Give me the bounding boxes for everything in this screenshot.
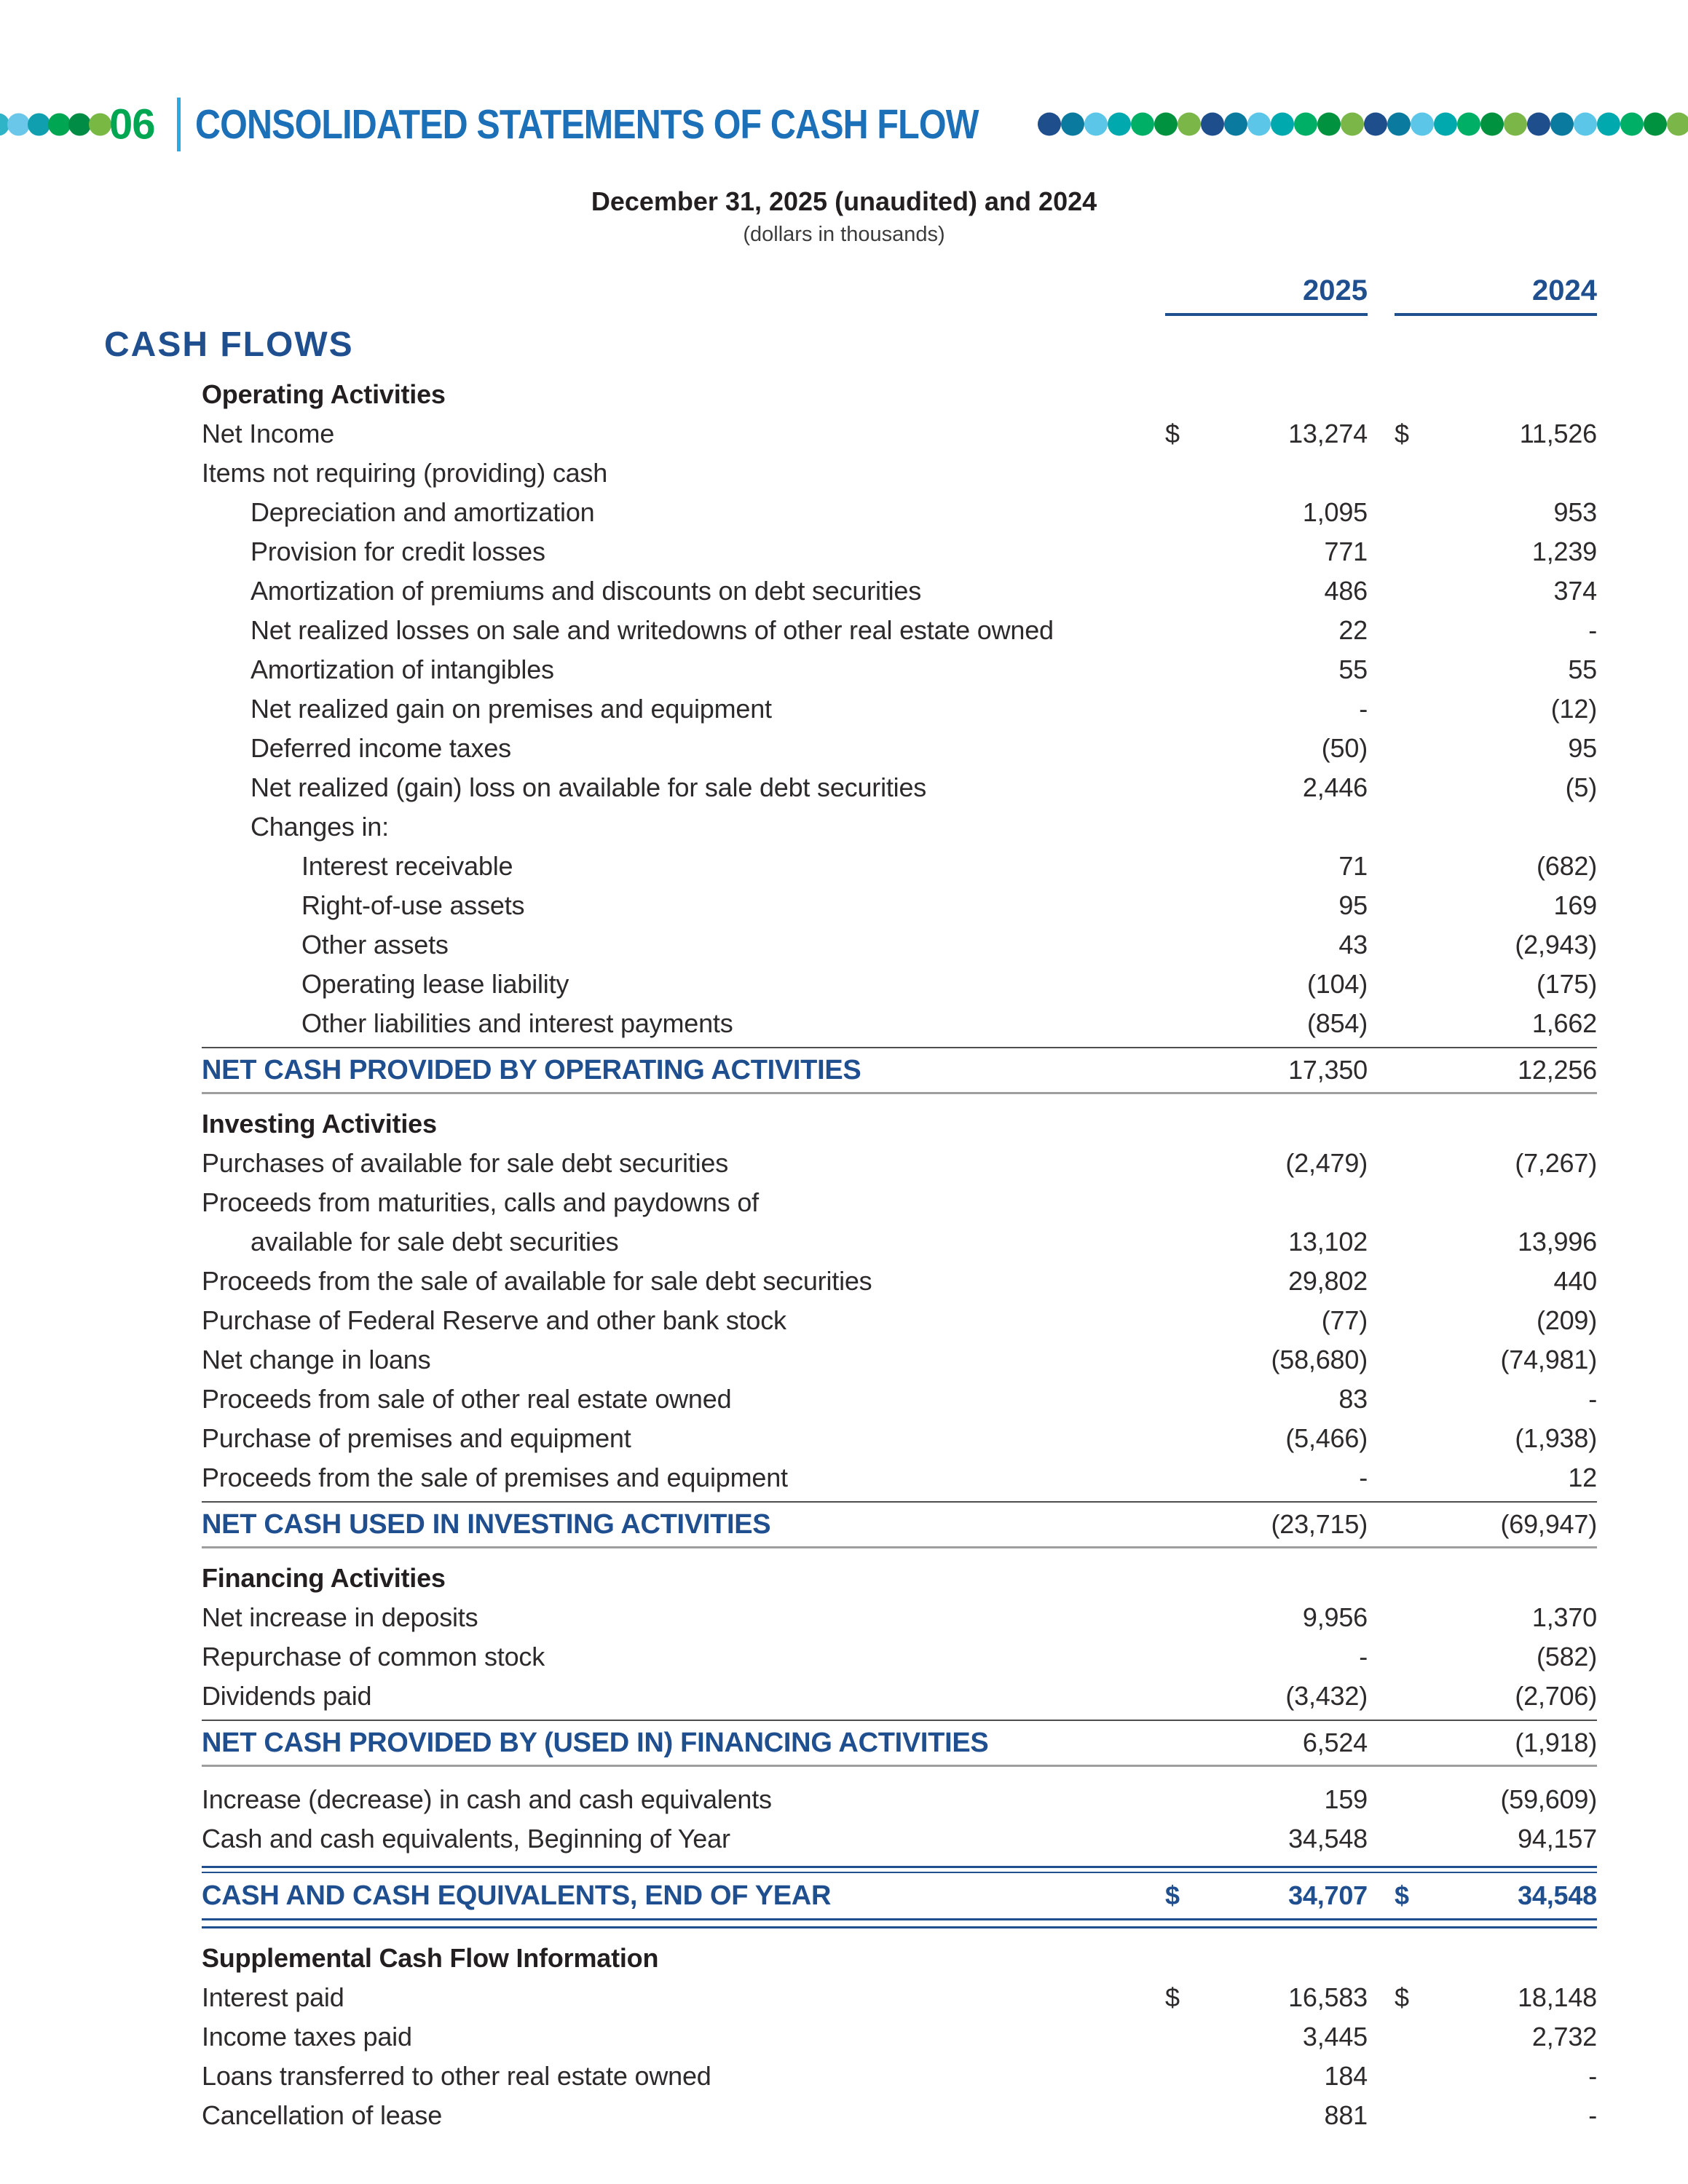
column-header-2024: 2024 — [1395, 274, 1597, 316]
decorative-dot — [28, 114, 50, 136]
row-label: Purchase of premises and equipment — [202, 1423, 631, 1453]
value-2025: 486 — [1324, 576, 1368, 606]
value-2024: 2,732 — [1531, 2022, 1597, 2052]
total-row — [202, 1873, 1597, 1918]
table-row — [202, 2057, 1597, 2096]
decorative-dot — [1667, 113, 1688, 136]
value-2025: 16,583 — [1288, 1982, 1368, 2012]
table-row — [202, 886, 1597, 925]
table-row — [202, 768, 1597, 807]
dollar-sign: $ — [1395, 1982, 1409, 2012]
row-label: Net realized losses on sale and writedowns of other real estate owned — [251, 615, 1054, 645]
decorative-dot — [1411, 113, 1434, 136]
horizontal-rule — [202, 1092, 1597, 1094]
statement-date-subtitle: December 31, 2025 (unaudited) and 2024 — [591, 186, 1097, 216]
value-2024: (5) — [1565, 772, 1597, 802]
table-row — [202, 493, 1597, 532]
decorative-dot — [89, 114, 111, 136]
decorative-dot — [1317, 113, 1341, 136]
decorative-dot — [1457, 113, 1480, 136]
value-2024: 169 — [1553, 890, 1597, 920]
value-2025: 881 — [1324, 2100, 1368, 2130]
row-label: Proceeds from sale of other real estate owned — [202, 1384, 732, 1414]
value-2025: 55 — [1338, 654, 1368, 684]
dollar-sign: $ — [1165, 419, 1180, 448]
statement-body — [104, 266, 1597, 2135]
decorative-dot — [1108, 113, 1131, 136]
value-2024: (1,938) — [1515, 1423, 1597, 1453]
value-2024: (1,918) — [1515, 1728, 1597, 1757]
decorative-dot — [1387, 113, 1411, 136]
table-row — [202, 925, 1597, 965]
decorative-dots-right — [1038, 113, 1688, 137]
value-2025: - — [1359, 1642, 1368, 1671]
value-2024: - — [1588, 2061, 1597, 2091]
row-label: Net Income — [202, 419, 335, 448]
header-divider-bar — [177, 98, 181, 151]
units-note: (dollars in thousands) — [743, 223, 945, 246]
row-label: NET CASH USED IN INVESTING ACTIVITIES — [202, 1508, 771, 1540]
value-2025: 95 — [1338, 890, 1368, 920]
value-2024: (2,943) — [1515, 930, 1597, 960]
decorative-dot — [1131, 113, 1154, 136]
value-2025: 159 — [1324, 1784, 1368, 1814]
value-2024: (582) — [1536, 1642, 1597, 1671]
row-label: Financing Activities — [202, 1563, 446, 1593]
value-2024: 1,370 — [1531, 1602, 1597, 1632]
section-header-row — [202, 1104, 1597, 1144]
value-2024: (7,267) — [1515, 1148, 1597, 1178]
value-2025: 9,956 — [1302, 1602, 1368, 1632]
row-label: Supplemental Cash Flow Information — [202, 1943, 659, 1973]
row-label: Net realized gain on premises and equipment — [251, 694, 772, 724]
table-row — [202, 729, 1597, 768]
row-label: Items not requiring (providing) cash — [202, 458, 608, 488]
value-2025: - — [1359, 1463, 1368, 1492]
dollar-sign: $ — [1395, 1880, 1409, 1910]
table-row — [202, 965, 1597, 1004]
row-label: Proceeds from the sale of premises and equipment — [202, 1463, 788, 1492]
row-label: Right-of-use assets — [301, 890, 525, 920]
decorative-dot — [1224, 113, 1247, 136]
value-2024: 440 — [1553, 1266, 1597, 1296]
value-2024: 34,548 — [1518, 1880, 1597, 1910]
row-label: Provision for credit losses — [251, 537, 545, 566]
row-label: Other liabilities and interest payments — [301, 1008, 733, 1038]
decorative-dot — [7, 114, 30, 136]
row-label: Operating lease liability — [301, 969, 569, 999]
row-label: Net change in loans — [202, 1345, 431, 1374]
horizontal-rule — [202, 1866, 1597, 1873]
page-header — [0, 95, 1688, 154]
row-label: Net realized (gain) loss on available for sale debt securities — [251, 772, 927, 802]
row-label: available for sale debt securities — [251, 1227, 619, 1257]
row-label: Operating Activities — [202, 379, 446, 409]
column-header-2025: 2025 — [1165, 274, 1368, 316]
row-label: Purchase of Federal Reserve and other bank stock — [202, 1305, 786, 1335]
value-2025: (5,466) — [1285, 1423, 1368, 1453]
value-2024: (209) — [1536, 1305, 1597, 1335]
value-2025: 1,095 — [1302, 497, 1368, 527]
decorative-dot — [1620, 113, 1644, 136]
table-row — [202, 807, 1597, 847]
table-row — [202, 1183, 1597, 1222]
table-row — [202, 1819, 1597, 1859]
row-label: Interest receivable — [301, 851, 513, 881]
table-row — [202, 571, 1597, 611]
decorative-dot — [1574, 113, 1597, 136]
decorative-dot — [1201, 113, 1224, 136]
row-label: Depreciation and amortization — [251, 497, 595, 527]
value-2025: (104) — [1306, 969, 1368, 999]
table-row — [202, 532, 1597, 571]
decorative-dot — [48, 114, 71, 136]
row-label: Repurchase of common stock — [202, 1642, 545, 1671]
total-row — [202, 1721, 1597, 1765]
value-2024: 95 — [1568, 733, 1597, 763]
table-row — [202, 689, 1597, 729]
row-label: Net increase in deposits — [202, 1602, 478, 1632]
decorative-dot — [1364, 113, 1387, 136]
table-row — [202, 650, 1597, 689]
row-label: Deferred income taxes — [251, 733, 511, 763]
table-row — [202, 1780, 1597, 1819]
row-label: Amortization of intangibles — [251, 654, 554, 684]
horizontal-rule — [202, 1546, 1597, 1548]
dollar-sign: $ — [1165, 1982, 1180, 2012]
table-row — [202, 414, 1597, 454]
value-2025: 6,524 — [1302, 1728, 1368, 1757]
table-row — [202, 847, 1597, 886]
value-2025: 13,102 — [1288, 1227, 1368, 1257]
row-label: Purchases of available for sale debt securities — [202, 1148, 728, 1178]
section-header-row — [202, 1559, 1597, 1598]
value-2025: 22 — [1338, 615, 1368, 645]
value-2025: (23,715) — [1271, 1509, 1368, 1539]
decorative-dot — [1644, 113, 1667, 136]
table-row — [202, 1340, 1597, 1380]
value-2025: 29,802 — [1288, 1266, 1368, 1296]
total-row — [202, 1048, 1597, 1092]
horizontal-rule — [202, 1765, 1597, 1767]
value-2024: 12 — [1568, 1463, 1597, 1492]
row-label: Investing Activities — [202, 1109, 437, 1139]
table-row — [202, 2017, 1597, 2057]
decorative-dots-left — [0, 114, 109, 136]
decorative-dot — [1597, 113, 1620, 136]
value-2024: 13,996 — [1518, 1227, 1597, 1257]
chapter-number: 06 — [109, 100, 155, 149]
table-row — [202, 454, 1597, 493]
value-2024: - — [1588, 1384, 1597, 1414]
decorative-dot — [1154, 113, 1178, 136]
dollar-sign: $ — [1165, 1880, 1180, 1910]
value-2024: (12) — [1550, 694, 1597, 724]
value-2024: (175) — [1536, 969, 1597, 999]
decorative-dot — [1504, 113, 1527, 136]
value-2025: (50) — [1321, 733, 1368, 763]
page-title: CONSOLIDATED STATEMENTS OF CASH FLOW — [195, 101, 979, 148]
value-2025: 83 — [1338, 1384, 1368, 1414]
table-row — [202, 1144, 1597, 1183]
year-column-headers — [104, 266, 1597, 316]
table-row — [202, 1677, 1597, 1716]
row-label: Dividends paid — [202, 1681, 372, 1711]
decorative-dot — [1550, 113, 1574, 136]
total-row — [202, 1503, 1597, 1546]
value-2025: (3,432) — [1285, 1681, 1368, 1711]
value-2025: 34,548 — [1288, 1824, 1368, 1853]
decorative-dot — [1294, 113, 1317, 136]
statement-rows — [202, 375, 1597, 2135]
row-label: Cancellation of lease — [202, 2100, 443, 2130]
decorative-dot — [1178, 113, 1201, 136]
decorative-dot — [68, 114, 91, 136]
value-2024: 1,662 — [1531, 1008, 1597, 1038]
value-2025: 184 — [1324, 2061, 1368, 2091]
value-2025: (77) — [1321, 1305, 1368, 1335]
row-label: Increase (decrease) in cash and cash equivalents — [202, 1784, 772, 1814]
section-header-row — [202, 375, 1597, 414]
row-label: Cash and cash equivalents, Beginning of Year — [202, 1824, 730, 1853]
value-2025: 34,707 — [1288, 1880, 1368, 1910]
table-row — [202, 1222, 1597, 1262]
value-2025: 3,445 — [1302, 2022, 1368, 2052]
row-label: NET CASH PROVIDED BY OPERATING ACTIVITIES — [202, 1054, 861, 1085]
value-2025: 71 — [1338, 851, 1368, 881]
value-2024: (59,609) — [1500, 1784, 1597, 1814]
section-header-row — [202, 1939, 1597, 1978]
row-label: Other assets — [301, 930, 449, 960]
row-label: Income taxes paid — [202, 2022, 412, 2052]
value-2025: 771 — [1324, 537, 1368, 566]
table-row — [202, 1004, 1597, 1043]
decorative-dot — [1341, 113, 1364, 136]
table-row — [202, 1978, 1597, 2017]
value-2024: - — [1588, 2100, 1597, 2130]
row-label: NET CASH PROVIDED BY (USED IN) FINANCING ACTIVITIES — [202, 1727, 989, 1758]
value-2024: (2,706) — [1515, 1681, 1597, 1711]
table-row — [202, 1419, 1597, 1458]
row-label: Loans transferred to other real estate owned — [202, 2061, 711, 2091]
decorative-dot — [1084, 113, 1108, 136]
value-2024: (682) — [1536, 851, 1597, 881]
table-row — [202, 1598, 1597, 1637]
table-row — [202, 1458, 1597, 1497]
value-2024: 953 — [1553, 497, 1597, 527]
value-2024: (74,981) — [1500, 1345, 1597, 1374]
row-label: Interest paid — [202, 1982, 344, 2012]
row-label: Changes in: — [251, 812, 389, 842]
decorative-dot — [1271, 113, 1294, 136]
horizontal-rule — [202, 1918, 1597, 1928]
decorative-dot — [1247, 113, 1271, 136]
row-label: Proceeds from maturities, calls and paydowns of — [202, 1187, 759, 1217]
value-2024: 374 — [1553, 576, 1597, 606]
value-2025: 13,274 — [1288, 419, 1368, 448]
value-2025: - — [1359, 694, 1368, 724]
decorative-dot — [1434, 113, 1457, 136]
row-label: Proceeds from the sale of available for sale debt securities — [202, 1266, 872, 1296]
value-2025: 17,350 — [1288, 1055, 1368, 1085]
vertical-gap — [202, 1773, 1597, 1780]
value-2024: 94,157 — [1518, 1824, 1597, 1853]
value-2024: 11,526 — [1519, 419, 1597, 448]
dollar-sign: $ — [1395, 419, 1409, 448]
table-row — [202, 611, 1597, 650]
row-label: Amortization of premiums and discounts on debt securities — [251, 576, 922, 606]
value-2025: (854) — [1306, 1008, 1368, 1038]
value-2024: 1,239 — [1531, 537, 1597, 566]
value-2024: 55 — [1568, 654, 1597, 684]
table-row — [202, 1380, 1597, 1419]
value-2024: 12,256 — [1518, 1055, 1597, 1085]
decorative-dot — [1527, 113, 1550, 136]
value-2024: - — [1588, 615, 1597, 645]
section-title: CASH FLOWS — [104, 325, 354, 364]
value-2025: 43 — [1338, 930, 1368, 960]
value-2024: 18,148 — [1518, 1982, 1597, 2012]
value-2025: (2,479) — [1285, 1148, 1368, 1178]
table-row — [202, 1637, 1597, 1677]
value-2024: (69,947) — [1500, 1509, 1597, 1539]
table-row — [202, 1262, 1597, 1301]
value-2025: 2,446 — [1302, 772, 1368, 802]
decorative-dot — [1480, 113, 1504, 136]
table-row — [202, 1301, 1597, 1340]
value-2025: (58,680) — [1271, 1345, 1368, 1374]
table-row — [202, 2096, 1597, 2135]
decorative-dot — [1038, 113, 1061, 136]
row-label: CASH AND CASH EQUIVALENTS, END OF YEAR — [202, 1880, 832, 1911]
decorative-dot — [1061, 113, 1084, 136]
